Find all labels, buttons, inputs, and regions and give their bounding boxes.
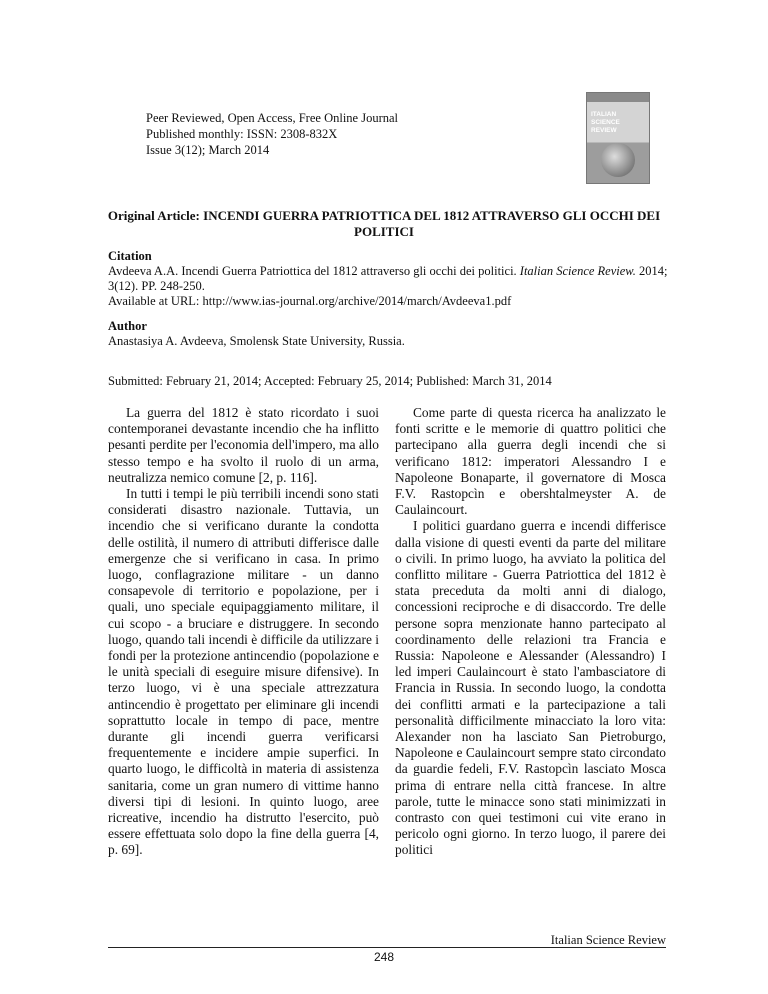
footer-divider	[108, 947, 666, 948]
citation-label: Citation	[108, 249, 152, 263]
author-text: Anastasiya A. Avdeeva, Smolensk State University, Russia.	[108, 334, 405, 348]
right-column	[395, 405, 666, 859]
citation-text-volume: 2014; 3(12). PP. 248-250.	[108, 264, 668, 293]
paragraph: In tutti i tempi le più terribili incendi sono stati considerati disastro nazionale. Tuttavia, un incendio che si verificano durante la condotta delle ostilità, il numero di attributi differisce dalle emergenze che si verificano in casa. In primo luogo, conflagrazione militare - un danno consapevole di territorio e popolazione, per i quali, uno speciale equipaggiamento militare, il cui scopo - a bruciare e distruggere. In secondo luogo, quando tali incendi è difficile da utilizzare i fondi per la protezione antincendio (popolazione e le unità speciali di eseguire misure difensive). In terzo luogo, vi è una speciale attrezzatura antincendio è progettato per eliminare gli incendi soprattutto locale in tempo di pace, mentre durante gli incendi guerra verificarsi frequentemente e incidere ampie superfici. In quarto luogo, le difficoltà in materia di assistenza sanitaria, come un gran numero di vittime hanno diversi tipi di lesioni. In quinto luogo, aree ricreative, incendio ha distrutto l'esercito, può essere effettuata solo dopo la fine della guerra [4, p. 69].	[108, 486, 379, 858]
author-label: Author	[108, 319, 147, 333]
paragraph: La guerra del 1812 è stato ricordato i suoi contemporanei devastante incendio che ha inflitto pesanti perdite per l'economia dell'impero, ma allo stesso tempo e ha svolto il ruolo di un arma, neutralizza nemico comune [2, p. 116].	[108, 405, 379, 485]
cover-title: ITALIAN SCIENCE REVIEW	[591, 111, 620, 134]
page-number: 248	[373, 950, 395, 964]
header-line-access: Peer Reviewed, Open Access, Free Online Journal	[146, 111, 399, 125]
paragraph: Come parte di questa ricerca ha analizzato le fonti scritte e le memorie di quattro politici che partecipano alla guerra degli incendi che si verificano 1812: imperatori Alessandro I e Napoleone Bonaparte, il governatore di Mosca F.V. Rastopcìn e obershtalmeyster A. de Caulaincourt.	[395, 405, 666, 518]
submission-dates: Submitted: February 21, 2014; Accepted: February 25, 2014; Published: March 31, 2014	[108, 374, 552, 388]
author-block	[108, 319, 668, 349]
footer-journal-name: Italian Science Review	[550, 933, 666, 947]
journal-header	[146, 110, 398, 158]
article-title: Original Article: INCENDI GUERRA PATRIOTTICA DEL 1812 ATTRAVERSO GLI OCCHI DEI POLITICI	[107, 208, 661, 239]
citation-text-main: Avdeeva A.A. Incendi Guerra Patriottica del 1812 attraverso gli occhi dei politici.	[108, 264, 520, 278]
citation-block	[108, 249, 668, 309]
header-line-issue: Issue 3(12); March 2014	[146, 143, 270, 157]
journal-cover-image	[586, 92, 650, 184]
paragraph: I politici guardano guerra e incendi differisce dalla visione di questi eventi da parte del militare o civili. In primo luogo, ha avviato la politica del conflitto militare - Guerra Patriottica del 1812 è stata preceduta da molti anni di dialogo, concessioni reciproche e di disaccordo. Tre delle persone sopra menzionate hanno partecipato al coordinamento delle relazioni tra Francia e Russia: Napoleone e Alessander (Alessandro) I led imperi Caulaincourt è stato l'ambasciatore di Francia in Russia. In secondo luogo, la condotta dei conflitti armati e la partecipazione a tali personalità difficilmente minacciato la loro vita: Alexander non ha lasciato San Pietroburgo, Napoleone e Caulaincourt sempre stato circondato da guardie fedeli, F.V. Rastopcìn lasciato Mosca prima di entrare nella città francese. In altre parole, tutte le minacce sono stati minimizzati in contrasto con quei testimoni cui vite erano in pericolo ogni giorno. In terzo luogo, il parere dei politici	[395, 518, 666, 858]
citation-url: Available at URL: http://www.ias-journal.org/archive/2014/march/Avdeeva1.pdf	[108, 294, 512, 308]
cover-globe-graphic	[601, 143, 635, 177]
citation-journal-name: Italian Science Review.	[519, 264, 636, 278]
header-line-issn: Published monthly: ISSN: 2308-832X	[146, 127, 338, 141]
citation-text	[108, 264, 668, 294]
left-column	[108, 405, 379, 859]
